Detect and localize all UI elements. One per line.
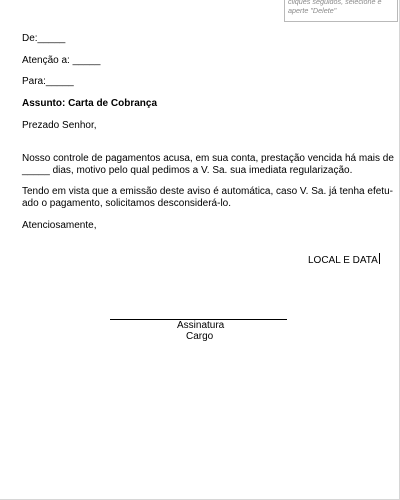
place-and-date-text: LOCAL E DATA bbox=[308, 255, 378, 266]
paragraph-2 bbox=[22, 186, 393, 210]
paragraph-2-line-1: Tendo em vista que a emissão deste aviso é automática, caso V. Sa. já tenha efetu- bbox=[22, 186, 393, 197]
to-field: Para:_____ bbox=[22, 76, 74, 87]
from-field: De:_____ bbox=[22, 33, 66, 44]
text-cursor bbox=[379, 253, 380, 264]
job-title-label: Cargo bbox=[186, 331, 214, 342]
signature-label: Assinatura bbox=[177, 320, 225, 331]
attention-field: Atenção a: _____ bbox=[22, 55, 101, 66]
salutation: Prezado Senhor, bbox=[22, 120, 97, 131]
closing: Atenciosamente, bbox=[22, 220, 97, 231]
subject-line: Assunto: Carta de Cobrança bbox=[22, 98, 158, 109]
instruction-note bbox=[284, 0, 398, 22]
note-line-2: aperte "Delete" bbox=[288, 5, 337, 15]
place-and-date bbox=[308, 253, 380, 267]
note-line-1: cliques seguidos, selecione e bbox=[288, 0, 382, 6]
paragraph-1 bbox=[22, 153, 394, 177]
paragraph-1-line-1: Nosso controle de pagamentos acusa, em sua conta, prestação vencida há mais de bbox=[22, 153, 394, 164]
paragraph-2-line-2: ado o pagamento, solicitamos desconsiderá-lo. bbox=[22, 198, 232, 209]
paragraph-1-line-2: _____ dias, motivo pelo qual pedimos a V. Sa. sua imediata regularização. bbox=[22, 165, 353, 176]
